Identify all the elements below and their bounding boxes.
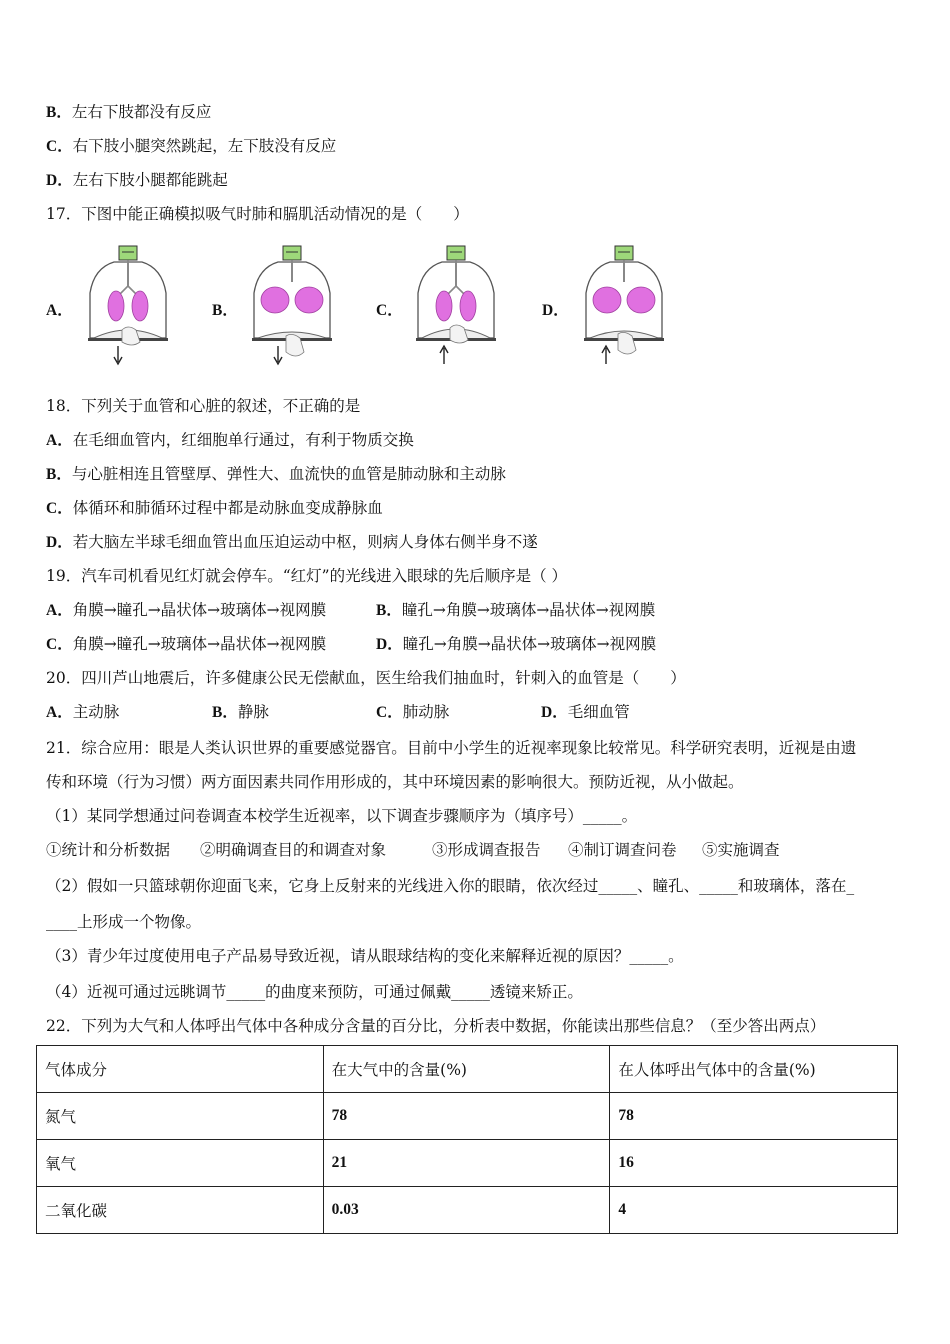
- q16-option-d: D．左右下肢小腿都能跳起: [46, 171, 228, 189]
- q16-option-b: B．左右下肢都没有反应: [46, 103, 212, 121]
- q21-part4: （4）近视可通过远眺调节_____的曲度来预防，可通过佩戴_____透镜来矫正。: [46, 983, 583, 1001]
- q22-stem: 22．下列为大气和人体呼出气体中各种成分含量的百分比，分析表中数据，你能读出那些信息？（至少答出两点）: [46, 1017, 826, 1035]
- q18-option-d: D．若大脑左半球毛细血管出血压迫运动中枢，则病人身体右侧半身不遂: [46, 533, 538, 551]
- table-header-row: [37, 1046, 898, 1093]
- q18-option-a: A．在毛细血管内，红细胞单行通过，有利于物质交换: [46, 431, 414, 449]
- q20-option-b: B．静脉: [212, 703, 269, 721]
- q19-option-c: C．角膜→瞳孔→玻璃体→晶状体→视网膜: [46, 635, 327, 653]
- table-cell-exhaled: 78: [610, 1093, 898, 1140]
- q17-figures: [46, 238, 686, 370]
- q19-option-a: A．角膜→瞳孔→晶状体→玻璃体→视网膜: [46, 601, 327, 619]
- q20-option-d: D．毛细血管: [541, 703, 630, 721]
- q21-step-3: ③形成调查报告: [432, 841, 541, 859]
- table-header-cell: 在人体呼出气体中的含量(%): [610, 1046, 898, 1093]
- q21-step-2: ②明确调查目的和调查对象: [200, 841, 387, 859]
- table-cell-exhaled: 16: [610, 1140, 898, 1187]
- table-cell-atmosphere: 0.03: [323, 1187, 610, 1234]
- q21-intro-line1: 21．综合应用：眼是人类认识世界的重要感觉器官。目前中小学生的近视率现象比较常见。科学研究表明，近视是由遗: [46, 739, 857, 757]
- q21-part2-line1: （2）假如一只篮球朝你迎面飞来，它身上反射来的光线进入你的眼睛，依次经过_____、瞳孔、_____和玻璃体，落在_: [46, 877, 855, 895]
- table-row: [37, 1093, 898, 1140]
- q17-figure-b-label: B．: [212, 302, 238, 319]
- q18-option-b: B．与心脏相连且管壁厚、弹性大、血流快的血管是肺动脉和主动脉: [46, 465, 506, 483]
- q17-figure-c-lung-model: [412, 238, 500, 368]
- q20-option-a: A．主动脉: [46, 703, 120, 721]
- table-cell-gas: 二氧化碳: [37, 1187, 324, 1234]
- q19-stem: 19．汽车司机看见红灯就会停车。“红灯”的光线进入眼球的先后顺序是（ ）: [46, 567, 568, 585]
- q21-step-5: ⑤实施调查: [702, 841, 780, 859]
- q19-option-b: B．瞳孔→角膜→玻璃体→晶状体→视网膜: [376, 601, 656, 619]
- table-cell-atmosphere: 78: [323, 1093, 610, 1140]
- q21-step-1: ①统计和分析数据: [46, 841, 171, 859]
- gas-composition-table: [36, 1045, 898, 1234]
- table-cell-gas: 氧气: [37, 1140, 324, 1187]
- q21-part3: （3）青少年过度使用电子产品易导致近视，请从眼球结构的变化来解释近视的原因？_____。: [46, 947, 684, 965]
- table-header-cell: 气体成分: [37, 1046, 324, 1093]
- table-row: [37, 1187, 898, 1234]
- q17-figure-b-lung-model: [248, 238, 336, 368]
- table-header-cell: 在大气中的含量(%): [323, 1046, 610, 1093]
- q21-part1: （1）某同学想通过问卷调查本校学生近视率，以下调查步骤顺序为（填序号）_____。: [46, 807, 638, 825]
- q18-stem: 18．下列关于血管和心脏的叙述，不正确的是: [46, 397, 361, 415]
- q17-figure-d-label: D．: [542, 302, 569, 319]
- q21-intro-line2: 传和环境（行为习惯）两方面因素共同作用形成的，其中环境因素的影响很大。预防近视，从小做起。: [46, 773, 744, 791]
- q20-stem: 20．四川芦山地震后，许多健康公民无偿献血，医生给我们抽血时，针刺入的血管是（ ）: [46, 669, 686, 687]
- q17-figure-d-lung-model: [580, 238, 668, 368]
- q17-stem: 17．下图中能正确模拟吸气时肺和膈肌活动情况的是（ ）: [46, 205, 469, 223]
- q17-figure-c-label: C．: [376, 302, 403, 319]
- table-cell-atmosphere: 21: [323, 1140, 610, 1187]
- q17-figure-a-lung-model: [84, 238, 172, 368]
- q21-part2-line2: ____上形成一个物像。: [46, 913, 202, 931]
- q16-option-c: C．右下肢小腿突然跳起，左下肢没有反应: [46, 137, 337, 155]
- q17-figure-a-label: A．: [46, 302, 73, 319]
- q21-step-4: ④制订调查问卷: [568, 841, 677, 859]
- table-row: [37, 1140, 898, 1187]
- q19-option-d: D．瞳孔→角膜→晶状体→玻璃体→视网膜: [376, 635, 657, 653]
- q18-option-c: C．体循环和肺循环过程中都是动脉血变成静脉血: [46, 499, 383, 517]
- table-cell-gas: 氮气: [37, 1093, 324, 1140]
- table-cell-exhaled: 4: [610, 1187, 898, 1234]
- q20-option-c: C．肺动脉: [376, 703, 450, 721]
